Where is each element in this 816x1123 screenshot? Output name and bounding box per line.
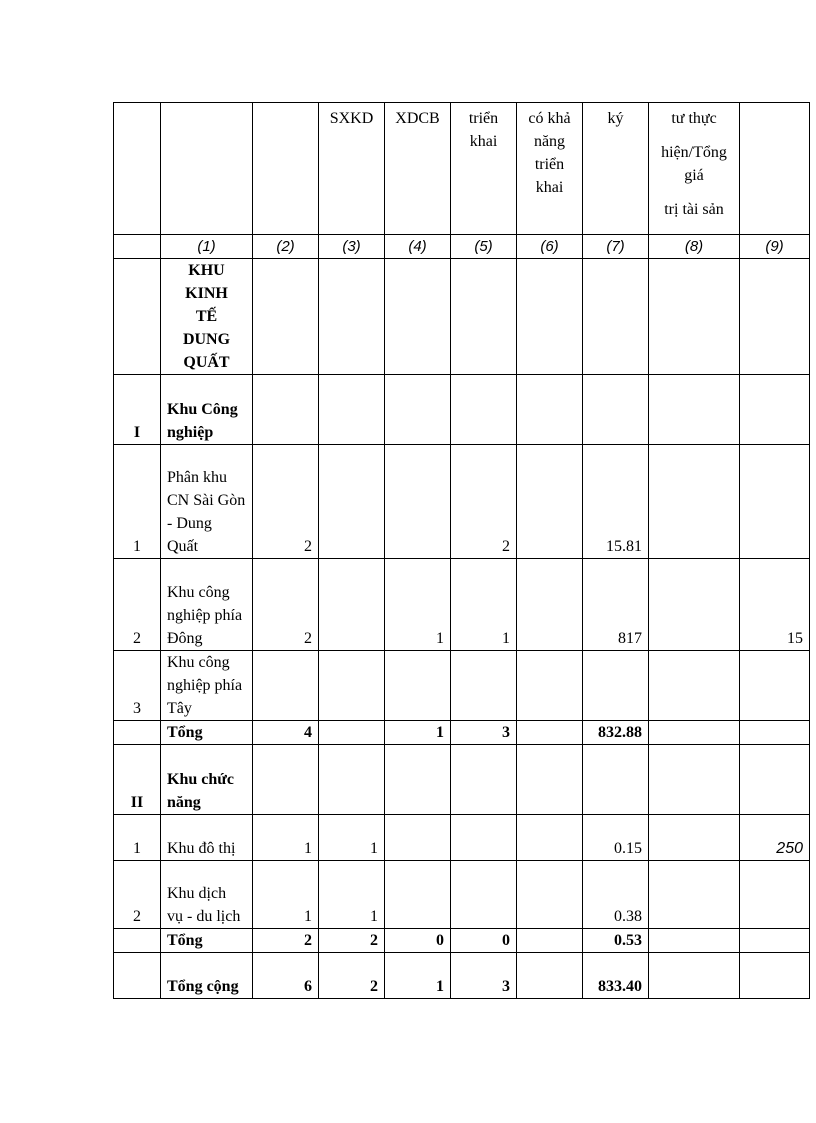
column-number-row — [114, 235, 810, 259]
cell — [740, 861, 810, 929]
cell — [740, 953, 810, 999]
cell — [517, 861, 583, 929]
row-name: Khu công nghiệp phía Tây — [161, 651, 253, 721]
total-label: Tổng — [161, 929, 253, 953]
cell — [385, 861, 451, 929]
cell: 1 — [385, 721, 451, 745]
cell — [649, 815, 740, 861]
cell: 6 — [253, 953, 319, 999]
cell: 1 — [385, 953, 451, 999]
section-code: II — [114, 745, 161, 815]
row-name: Khu đô thị — [161, 815, 253, 861]
cell — [740, 445, 810, 559]
row-name: Khu dịch vụ - du lịch — [161, 861, 253, 929]
cell: 250 — [740, 815, 810, 861]
cell: 2 — [319, 953, 385, 999]
cell — [517, 721, 583, 745]
header-cell-2 — [253, 103, 319, 235]
cell — [319, 721, 385, 745]
header-cell-3: SXKD — [319, 103, 385, 235]
data-table — [113, 102, 810, 999]
cell: 0.53 — [583, 929, 649, 953]
cell — [253, 651, 319, 721]
row-name: Phân khu CN Sài Gòn - Dung Quất — [161, 445, 253, 559]
cell — [649, 721, 740, 745]
cell: 3 — [451, 953, 517, 999]
cell: 1 — [253, 861, 319, 929]
header-cell-4: XDCB — [385, 103, 451, 235]
cell: 3 — [451, 721, 517, 745]
cell: 4 — [253, 721, 319, 745]
total-row — [114, 929, 810, 953]
section-name: Khu Công nghiệp — [161, 375, 253, 445]
cell: 1 — [319, 861, 385, 929]
cell — [740, 929, 810, 953]
cell: 833.40 — [583, 953, 649, 999]
cell: 1 — [319, 815, 385, 861]
cell — [517, 445, 583, 559]
header-cell-6: có khả năng triển khai — [517, 103, 583, 235]
cell: 0 — [451, 929, 517, 953]
cell: 817 — [583, 559, 649, 651]
col-number: (7) — [583, 235, 649, 259]
col-number: (6) — [517, 235, 583, 259]
table-title: KHU KINH TẾ DUNG QUẤT — [161, 259, 253, 375]
row-stt: 3 — [114, 651, 161, 721]
header-cell-5: triển khai — [451, 103, 517, 235]
cell: 15.81 — [583, 445, 649, 559]
col-number: (5) — [451, 235, 517, 259]
section-row — [114, 745, 810, 815]
header-cell-name — [161, 103, 253, 235]
col-number: (2) — [253, 235, 319, 259]
cell: 1 — [451, 559, 517, 651]
cell: 2 — [451, 445, 517, 559]
cell — [740, 651, 810, 721]
total-row — [114, 721, 810, 745]
header-cell-stt — [114, 103, 161, 235]
cell: 0.38 — [583, 861, 649, 929]
cell — [583, 651, 649, 721]
header-row — [114, 103, 810, 235]
col-number: (4) — [385, 235, 451, 259]
row-stt: 2 — [114, 861, 161, 929]
row-stt: 2 — [114, 559, 161, 651]
cell — [385, 815, 451, 861]
cell — [517, 559, 583, 651]
cell: 2 — [253, 559, 319, 651]
table-row — [114, 651, 810, 721]
cell — [649, 445, 740, 559]
cell: 832.88 — [583, 721, 649, 745]
table-row — [114, 445, 810, 559]
cell — [319, 559, 385, 651]
col-number: (8) — [649, 235, 740, 259]
cell — [740, 721, 810, 745]
cell — [517, 815, 583, 861]
section-code: I — [114, 375, 161, 445]
cell — [451, 651, 517, 721]
cell — [319, 651, 385, 721]
cell: 15 — [740, 559, 810, 651]
cell — [319, 445, 385, 559]
cell: 0.15 — [583, 815, 649, 861]
cell — [649, 861, 740, 929]
cell — [385, 445, 451, 559]
cell: 2 — [319, 929, 385, 953]
cell — [385, 651, 451, 721]
title-row — [114, 259, 810, 375]
row-stt: 1 — [114, 445, 161, 559]
cell — [517, 651, 583, 721]
cell: 2 — [253, 445, 319, 559]
section-name: Khu chức năng — [161, 745, 253, 815]
cell — [517, 929, 583, 953]
table-row — [114, 815, 810, 861]
cell — [649, 651, 740, 721]
cell: 1 — [253, 815, 319, 861]
cell: 2 — [253, 929, 319, 953]
col-number: (3) — [319, 235, 385, 259]
cell — [649, 929, 740, 953]
header-cell-8: tư thực hiện/Tổng giá trị tài sản — [649, 103, 740, 235]
col-number: (1) — [161, 235, 253, 259]
cell — [451, 861, 517, 929]
row-name: Khu công nghiệp phía Đông — [161, 559, 253, 651]
cell — [649, 559, 740, 651]
table-row — [114, 861, 810, 929]
cell: 0 — [385, 929, 451, 953]
total-label: Tổng — [161, 721, 253, 745]
table-row — [114, 559, 810, 651]
cell: 1 — [385, 559, 451, 651]
cell — [649, 953, 740, 999]
header-cell-7: ký — [583, 103, 649, 235]
header-cell-9 — [740, 103, 810, 235]
cell — [451, 815, 517, 861]
row-stt: 1 — [114, 815, 161, 861]
grand-total-label: Tổng cộng — [161, 953, 253, 999]
section-row — [114, 375, 810, 445]
cell — [517, 953, 583, 999]
grand-total-row — [114, 953, 810, 999]
col-number: (9) — [740, 235, 810, 259]
